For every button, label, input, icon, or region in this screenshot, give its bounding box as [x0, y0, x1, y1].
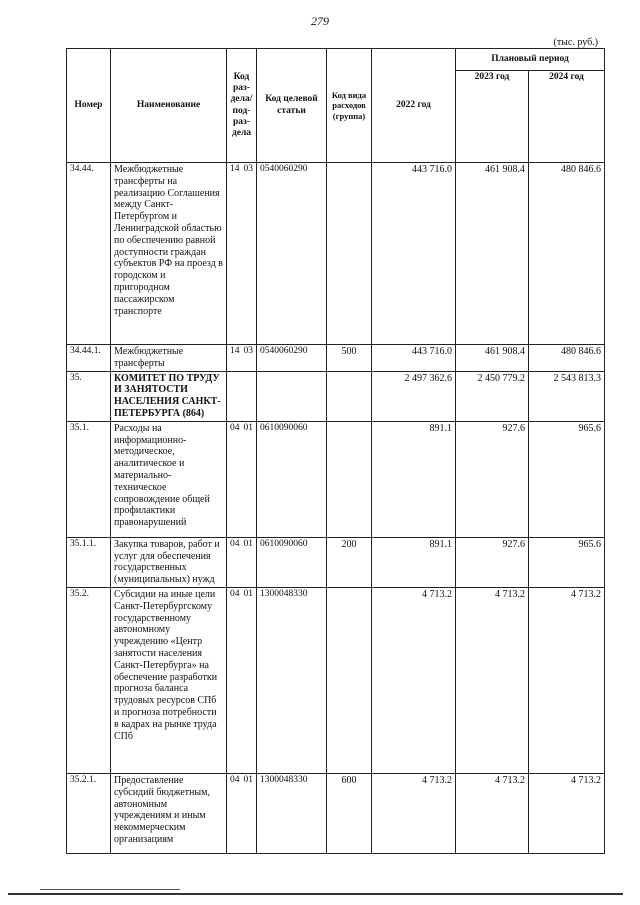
row-number: 35.2.1.: [67, 773, 111, 853]
row-expense-type: 500: [327, 345, 372, 372]
row-2024: 480 846.6: [529, 163, 605, 345]
row-2023: 2 450 779.2: [456, 371, 529, 421]
table-row: [67, 163, 605, 345]
budget-table: [66, 48, 605, 854]
row-section: [227, 773, 257, 853]
row-2023: 927.6: [456, 537, 529, 587]
row-name: Закупка товаров, работ и услуг для обеспечения государственных (муниципальных) нужд: [111, 537, 227, 587]
row-2024: 4 713.2: [529, 587, 605, 773]
row-2023: 927.6: [456, 421, 529, 537]
row-expense-type: [327, 371, 372, 421]
row-target: [257, 371, 327, 421]
row-2023: 461 908.4: [456, 345, 529, 372]
row-section: [227, 587, 257, 773]
row-2024: 2 543 813.3: [529, 371, 605, 421]
row-target: 0610090060: [257, 421, 327, 537]
row-target: 0540060290: [257, 163, 327, 345]
row-2024: 965.6: [529, 537, 605, 587]
row-2022: 891.1: [372, 537, 456, 587]
header-target: Код целевой статьи: [257, 49, 327, 163]
row-section: [227, 537, 257, 587]
row-section-code: 04: [230, 422, 240, 433]
row-number: 34.44.: [67, 163, 111, 345]
row-subsection-code: 03: [243, 164, 253, 174]
row-name: КОМИТЕТ ПО ТРУДУ И ЗАНЯТОСТИ НАСЕЛЕНИЯ САНКТ-ПЕТЕРБУРГА (864): [111, 371, 227, 421]
row-subsection-code: 03: [243, 346, 253, 356]
row-name: Предоставление субсидий бюджетным, автономным учреждениям и иным некоммерческим организациям: [111, 773, 227, 853]
row-2022: 2 497 362.6: [372, 371, 456, 421]
footer-rule: [8, 893, 623, 895]
row-subsection-code: 01: [243, 588, 253, 599]
row-section-code: 14: [230, 346, 240, 356]
header-name: Наименование: [111, 49, 227, 163]
table-row: [67, 345, 605, 372]
row-2024: 4 713.2: [529, 773, 605, 853]
table-row: [67, 421, 605, 537]
row-2024: 965.6: [529, 421, 605, 537]
row-name: Межбюджетные трансферты: [111, 345, 227, 372]
header-2024: 2024 год: [529, 71, 605, 163]
table-row: [67, 773, 605, 853]
table-row: [67, 371, 605, 421]
row-section: [227, 371, 257, 421]
header-expense-type: Код вида расходов (группа): [327, 49, 372, 163]
row-section: [227, 421, 257, 537]
row-number: 35.: [67, 371, 111, 421]
header-2023: 2023 год: [456, 71, 529, 163]
row-target: 1300048330: [257, 587, 327, 773]
row-2022: 891.1: [372, 421, 456, 537]
row-2023: 461 908.4: [456, 163, 529, 345]
header-2022: 2022 год: [372, 49, 456, 163]
row-subsection-code: 01: [243, 422, 253, 433]
table-row: [67, 537, 605, 587]
row-section-code: 14: [230, 164, 240, 174]
row-name: Субсидии на иные цели Санкт-Петербургскому государственному автономному учреждению «Центр занятости населения Санкт-Петербурга» на обеспечение разработки прогноза баланса трудовых ресурсов СПб и прогноза потребности в кадрах на рынке труда СПб: [111, 587, 227, 773]
row-expense-type: [327, 421, 372, 537]
row-number: 35.1.: [67, 421, 111, 537]
row-expense-type: 600: [327, 773, 372, 853]
footer-rule-short: [40, 889, 180, 890]
row-number: 35.2.: [67, 587, 111, 773]
row-2022: 4 713.2: [372, 587, 456, 773]
row-section: [227, 345, 257, 372]
row-number: 34.44.1.: [67, 345, 111, 372]
row-2024: 480 846.6: [529, 345, 605, 372]
row-2022: 4 713.2: [372, 773, 456, 853]
row-2023: 4 713.2: [456, 587, 529, 773]
row-expense-type: 200: [327, 537, 372, 587]
row-name: Межбюджетные трансферты на реализацию Соглашения между Санкт-Петербургом и Ленинградской областью по обеспечению равной доступности граждан субъектов РФ на проезд в городском и пригородном пассажирском транспорте: [111, 163, 227, 345]
row-target: 0610090060: [257, 537, 327, 587]
page-number: 279: [311, 14, 329, 28]
row-2022: 443 716.0: [372, 163, 456, 345]
row-target: 1300048330: [257, 773, 327, 853]
row-subsection-code: 01: [243, 538, 253, 549]
table-row: [67, 587, 605, 773]
row-section-code: 04: [230, 538, 240, 549]
row-section-code: 04: [230, 774, 240, 785]
row-target: 0540060290: [257, 345, 327, 372]
units-label: (тыс. руб.): [553, 37, 598, 48]
header-number: Номер: [67, 49, 111, 163]
row-section: [227, 163, 257, 345]
row-name: Расходы на информационно-методическое, аналитическое и материально-техническое сопровождение общей профилактики правонарушений: [111, 421, 227, 537]
header-section: Код раз-дела/ под-раз-дела: [227, 49, 257, 163]
row-expense-type: [327, 163, 372, 345]
row-2022: 443 716.0: [372, 345, 456, 372]
row-expense-type: [327, 587, 372, 773]
row-section-code: 04: [230, 588, 240, 599]
header-planned: Плановый период: [456, 49, 605, 71]
row-subsection-code: 01: [243, 774, 253, 785]
row-2023: 4 713.2: [456, 773, 529, 853]
row-number: 35.1.1.: [67, 537, 111, 587]
